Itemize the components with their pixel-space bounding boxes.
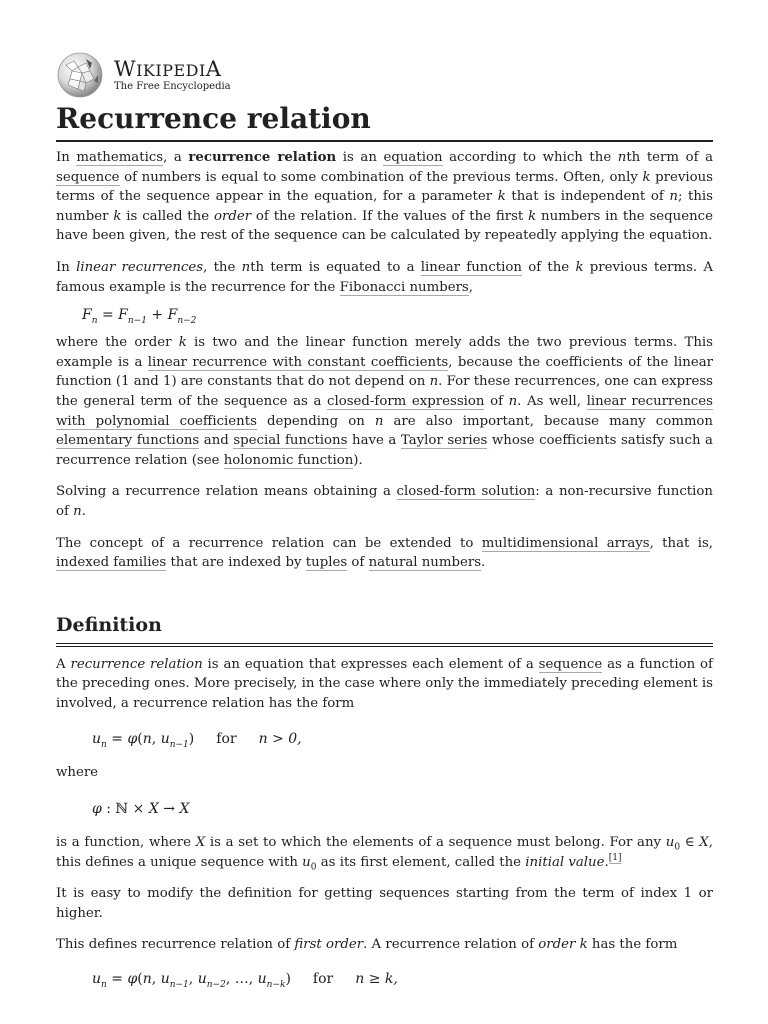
italic-term: order	[213, 208, 252, 224]
bold-term: recurrence relation	[188, 150, 337, 165]
math-sub: n	[91, 315, 98, 326]
math-sub: 0	[310, 862, 317, 873]
intro-paragraph-3	[56, 333, 713, 470]
text: This defines recurrence relation of	[56, 937, 295, 953]
math-u: u	[665, 835, 675, 851]
math: n	[142, 731, 152, 748]
math: F	[167, 307, 178, 324]
definition-paragraph-1	[56, 655, 713, 714]
math: φ	[127, 731, 138, 748]
math-op: =	[106, 971, 128, 988]
site-header	[56, 52, 713, 98]
math-op: ,	[188, 971, 198, 988]
wordmark	[114, 56, 231, 92]
intro-paragraph-4	[56, 482, 713, 521]
text: is an equation that expresses each element of a	[202, 656, 539, 672]
math-sub: n−2	[206, 979, 226, 990]
link-sequence[interactable]: sequence	[538, 656, 603, 672]
math: n > 0,	[258, 731, 302, 748]
math-k: k	[575, 259, 584, 275]
text: A	[56, 656, 71, 672]
math-op: =	[97, 307, 119, 324]
section-heading-definition: Definition	[56, 611, 713, 647]
text: . As well,	[517, 393, 587, 409]
text: th term of a	[626, 150, 714, 165]
math-sub: n	[101, 979, 107, 990]
math-sub: n−1	[169, 740, 189, 751]
wordmark-title[interactable]: WIKIPEDIA	[114, 56, 222, 81]
text: of	[347, 555, 369, 571]
math-op: ,	[151, 731, 161, 748]
text: . For these recurrences, one can express the general term of the sequence as a	[56, 374, 714, 409]
math: φ	[127, 971, 138, 988]
article	[56, 52, 713, 989]
text: where the order	[56, 335, 179, 351]
link-special-functions[interactable]: special functions	[233, 433, 348, 449]
math: u	[197, 971, 207, 988]
italic-term: recurrence relation	[70, 656, 203, 672]
text: The concept of a recurrence relation can be extended to	[56, 535, 482, 551]
text: .	[81, 503, 86, 519]
text: , that is,	[649, 535, 713, 551]
math: X	[179, 801, 190, 818]
math-u: u	[302, 854, 311, 870]
link-multidimensional-arrays[interactable]: multidimensional arrays	[481, 535, 650, 551]
link-holonomic-function[interactable]: holonomic function	[223, 452, 354, 468]
text: ).	[353, 452, 363, 468]
math-n: n	[374, 413, 384, 429]
math: F	[118, 307, 128, 324]
math-op: =	[106, 731, 128, 748]
text: , a	[163, 150, 189, 165]
first-order-formula	[56, 729, 713, 749]
text: , this defines a unique sequence with	[56, 835, 713, 870]
reference-link[interactable]: [1]	[608, 853, 622, 864]
definition-paragraph-3: It is easy to modify the definition for getting sequences starting from the term of index 1 or higher.	[56, 886, 713, 921]
italic-term: first order	[294, 937, 364, 953]
text: whose coefficients satisfy such a recurrence relation (see	[56, 433, 713, 468]
math-sub: n−1	[127, 315, 147, 326]
math-n: n	[429, 374, 439, 390]
text: , the	[203, 259, 242, 275]
link-equation[interactable]: equation	[383, 150, 443, 165]
math-sub: n−2	[177, 315, 197, 326]
math: φ	[92, 801, 102, 818]
text: is a set to which the elements of a sequence must belong. For any	[205, 835, 666, 851]
math: u	[92, 731, 102, 748]
text: th term is equated to a	[250, 259, 421, 275]
phi-mapping-formula	[56, 799, 713, 819]
text: Solving a recurrence relation means obtaining a	[56, 484, 397, 500]
math-op: (	[137, 731, 143, 748]
intro-paragraph-1	[56, 148, 713, 246]
link-closed-form-solution[interactable]: closed-form solution	[396, 484, 536, 500]
math-n: n	[73, 503, 82, 519]
link-mathematics[interactable]: mathematics	[76, 150, 164, 165]
math-k: k	[497, 189, 506, 205]
text: ; this number	[56, 189, 713, 224]
math-op: )	[188, 731, 195, 748]
text: In	[56, 259, 77, 275]
math-op: , …,	[225, 971, 258, 988]
math-n: n	[241, 259, 251, 275]
text: : a non-recursive function of	[56, 484, 713, 519]
math-X: X	[195, 835, 206, 851]
text: that is independent of	[505, 189, 670, 205]
math-op: )	[285, 971, 291, 988]
page-title: Recurrence relation	[56, 102, 713, 142]
text: as a function of the preceding ones. More precisely, in the case where only the immediately preceding element is involved, a recurrence relation has the form	[56, 656, 713, 711]
link-closed-form-expression[interactable]: closed-form expression	[327, 393, 485, 409]
where-text: where	[56, 765, 99, 781]
math: n ≥ k,	[355, 971, 398, 988]
link-tuples[interactable]: tuples	[305, 555, 348, 571]
text: .	[481, 555, 486, 571]
math-k: k	[178, 335, 187, 351]
text: of	[484, 393, 509, 409]
math-op: →	[158, 801, 180, 818]
math-k: k	[113, 208, 122, 224]
text: that are indexed by	[166, 555, 306, 571]
text: . A recurrence relation of	[363, 937, 539, 953]
text: are also important, because many common	[383, 413, 713, 429]
math: n	[142, 971, 152, 988]
text: of the	[521, 259, 576, 275]
text: previous terms. A famous example is the recurrence for the	[56, 259, 713, 295]
italic-term: initial value	[525, 854, 605, 870]
text: of the relation. If the values of the first	[251, 208, 529, 224]
math-sub: n	[101, 740, 107, 751]
math: u	[160, 731, 170, 748]
text: is a function, where	[56, 835, 196, 851]
link-taylor-series[interactable]: Taylor series	[400, 433, 488, 449]
math: u	[92, 971, 102, 988]
italic-term: linear recurrences	[76, 259, 204, 275]
math-k: k	[575, 937, 588, 953]
math: u	[160, 971, 170, 988]
math-n: n	[617, 150, 627, 165]
math: F	[82, 307, 92, 324]
definition-paragraph-4	[56, 935, 713, 955]
math-n: n	[669, 189, 678, 205]
definition-paragraph-2	[56, 833, 713, 872]
math: X	[148, 801, 159, 818]
math-k: k	[642, 169, 651, 185]
math-text: for	[216, 731, 237, 748]
intro-paragraph-2	[56, 258, 713, 297]
text: as its first element, called the	[316, 854, 526, 870]
text: depending on	[256, 413, 375, 429]
text: numbers in the sequence have been given, the rest of the sequence can be calculated by repeatedly applying the equation.	[56, 208, 713, 244]
text: is two and the linear function merely adds the two previous terms. This example is a	[56, 335, 713, 370]
text: has the form	[587, 937, 678, 953]
link-linear-function[interactable]: linear function	[420, 259, 522, 275]
text: ,	[468, 279, 473, 295]
text: is called the	[121, 208, 214, 224]
math: u	[257, 971, 267, 988]
link-sequence[interactable]: sequence	[56, 169, 120, 185]
wordmark-tagline: The Free Encyclopedia	[114, 80, 231, 92]
wikipedia-globe-logo[interactable]	[56, 51, 104, 99]
text: and	[199, 433, 234, 449]
intro-paragraph-5	[56, 534, 713, 573]
math-sub: n−1	[169, 979, 189, 990]
math-op: : ℕ ×	[101, 801, 149, 818]
text: previous terms of the sequence appear in the equation, for a parameter	[56, 169, 713, 205]
math-text: for	[312, 971, 334, 988]
link-indexed-families[interactable]: indexed families	[56, 555, 167, 571]
text: , because the coefficients of the linear function (1 and 1) are constants that do not depend on	[56, 354, 713, 390]
math-k: k	[528, 208, 537, 224]
math-op: ,	[151, 971, 161, 988]
math-op: (	[137, 971, 143, 988]
text: according to which the	[442, 150, 618, 165]
math-n: n	[508, 393, 518, 409]
math-sub: 0	[674, 842, 681, 853]
math-sub: n−k	[266, 979, 286, 990]
order-k-formula	[56, 969, 713, 989]
italic-term: order	[538, 937, 576, 953]
text: .	[604, 854, 609, 870]
text: have a	[347, 433, 401, 449]
link-linear-recurrence-constant-coefficients[interactable]: linear recurrence with constant coefficients	[147, 354, 449, 370]
fibonacci-formula	[56, 305, 713, 325]
link-elementary-functions[interactable]: elementary functions	[56, 433, 200, 449]
math: ∈ X	[680, 835, 709, 851]
link-fibonacci-numbers[interactable]: Fibonacci numbers	[339, 279, 469, 295]
link-linear-recurrences-polynomial-coefficients[interactable]: linear recurrences with polynomial coefficients	[56, 393, 713, 429]
link-natural-numbers[interactable]: natural numbers	[368, 555, 482, 571]
math-op: +	[146, 307, 168, 324]
text: is an	[336, 150, 384, 165]
text: of numbers is equal to some combination of the previous terms. Often, only	[119, 169, 643, 185]
text: In	[56, 150, 77, 165]
